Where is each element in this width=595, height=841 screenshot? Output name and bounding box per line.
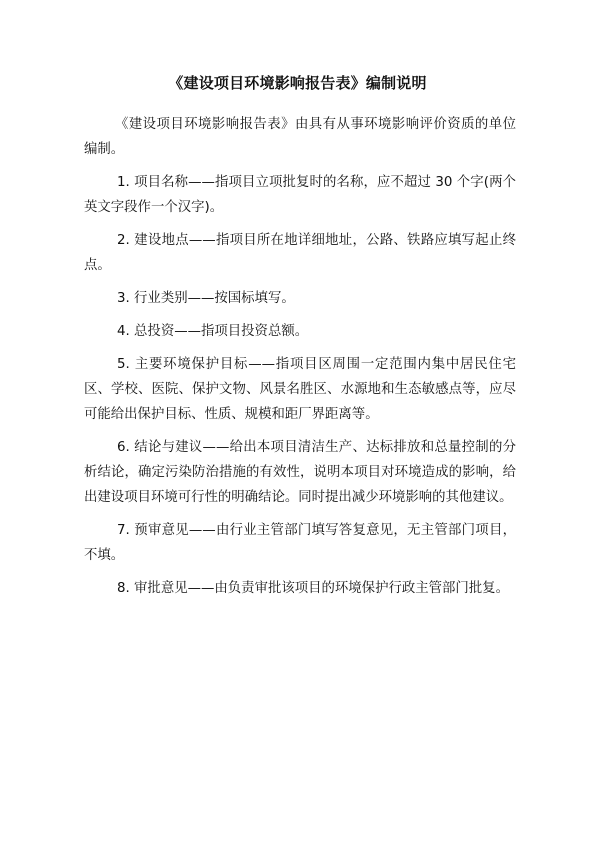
paragraph-item-3-industry-category: 3. 行业类别——按国标填写。 — [117, 291, 295, 306]
paragraph-item-5-protection-targets: 5. 主要环境保护目标——指项目区周围一定范围内集中居民住宅区、学校、医院、保护文物、风景名胜区、水源地和生态敏感点等，应尽可能给出保护目标、性质、规模和距厂界距离等。 — [84, 357, 516, 422]
paragraph-item-4-total-investment: 4. 总投资——指项目投资总额。 — [117, 324, 309, 339]
paragraph-item-8-approval: 8. 审批意见——由负责审批该项目的环境保护行政主管部门批复。 — [117, 581, 509, 596]
paragraph-item-2-construction-site: 2. 建设地点——指项目所在地详细地址，公路、铁路应填写起止终点。 — [84, 233, 516, 273]
document-title: 《建设项目环境影响报告表》编制说明 — [168, 74, 427, 92]
document-body — [84, 112, 516, 609]
paragraph-intro: 《建设项目环境影响报告表》由具有从事环境影响评价资质的单位编制。 — [84, 117, 516, 157]
paragraph-item-6-conclusions: 6. 结论与建议——给出本项目清洁生产、达标排放和总量控制的分析结论，确定污染防治措施的有效性，说明本项目对环境造成的影响，给出建设项目环境可行性的明确结论。同时提出减少环境影响的其他建议。 — [84, 440, 516, 505]
paragraph-item-7-pre-review: 7. 预审意见——由行业主管部门填写答复意见，无主管部门项目，不填。 — [84, 523, 516, 563]
paragraph-item-1-project-name: 1. 项目名称——指项目立项批复时的名称，应不超过 30 个字(两个英文字段作一个汉字)。 — [84, 175, 516, 215]
